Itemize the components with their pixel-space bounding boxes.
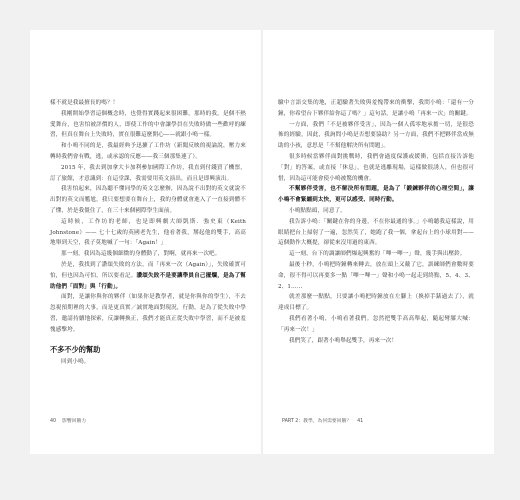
paragraph-text: 我害怕起來，因為聽不懂同學的英文怎麼辦，因為說不出對的英文就說不出對的英文而尷尬，我只要想要在舞台上，我的身體就會進入了一直接到體不了懂，於是我僵住了，在三十來個國際學生面前。 [50,186,246,214]
right-footer [282,417,474,424]
paragraph-text: 我們笑了，跟著小鳴舉起雙手，再來一次！ [289,337,398,344]
paragraph [50,163,246,185]
paragraph-text: 和小鳴不同的是，我最經典予迅擴了工作坊（新聞反映的視論說，壓力來轉時我們會有戰，逃，或承認的反應——我三個那集連了）。 [50,143,246,160]
paragraph [278,260,474,292]
paragraph-text: 樣不就是我最擅長的嗎？！ [50,100,119,106]
paragraph [278,120,474,152]
paragraph [50,184,246,216]
paragraph-text: 小鳴點點頭，同意了。 [289,207,346,214]
paragraph-text: 我告訴小鳴：「關鍵在你的身邊，不在你最通的事。」小鳴聽我這樣說，用眼睛把台上掃射了一遍，忽然笑了，她跑了我一個，拿起台上的小球用對——這個動作大概提，卻從來沒用過的東西。 [278,218,474,247]
paragraph-text: 很多時候當夥伴面對挑戰時，我們會過度保護或緩衝，包括直接告訴他「對」的答案，或直接「休息」，也就是逃離現場，這樣做很誘人，但也很可惜，因為這可能會使小鳴被驚的機會。 [278,153,474,182]
paragraph [278,184,474,206]
paragraph-text: 就差那麼一點點，只要讓小鳴把時鐘放在左腳上（換掉手錶過去了），就達成目標了。 [278,294,474,312]
paragraph-text: 最後十秒，小鳴把時鐘轉來轉去，放在頭上又戴了它，訓練師們會數時要命，很不得可以再要多一點「嗶一嗶一」聲和小鳴一起走到終點，5、4、3、2、1…… [278,261,474,290]
paragraph-text: 2015 年，我去到加拿大卡加利參加國際工作坊，我直到付錢買了機票，訂了旅館，才意識到：在這堂課，我需要用英文演出，而且是即興演出。 [50,164,246,182]
paragraph [278,249,474,260]
paragraph [50,292,246,335]
paragraph-text: 驗中言語交集的地，正超驗著失敗與羞愧帶來的衝擊，我問小鳴：「還有一分鐘，你希望台下夥伴給你這了嗎？」這句話，是讓小鳴「再來一次」的關鍵。 [278,100,474,117]
paragraph [278,336,474,347]
left-running-head: 影響回饋力 [62,419,87,424]
left-page-number: 40 [50,419,57,424]
paragraph [278,152,474,184]
section-title: 不多不少的幫助 [50,344,101,354]
paragraph-text: 我們看著小鳴，小鳴看著我們。忽然把雙手高高舉起，隨起彎膝大喊：「再來一次！」 [278,315,474,333]
paragraph [50,98,246,109]
paragraph-text: 不幫夥伴受害，也不解決所有問題，是為了「鍛鍊夥伴的心理空間」，讓小鳴不會緊繃到太快，更可以感受、同時行動。 [278,186,474,204]
paragraph [50,249,246,260]
left-page [30,30,262,454]
paragraph-text: 我剛開始學習這個概念時，也覺得實踐起來很困難。那時的我，是個不熱愛舞台，也害怕被評價的人，即使工作的中會讓學員在失敗時做一些歡呼的練習，但真在舞台上失敗時，實在很難這麼開心——就跟小鳴一樣。 [50,110,246,139]
paragraph-text: 那一刻，我因為這幾個細微的身體動了，對啊，就再來一次吧。 [61,251,221,258]
paragraph [278,292,474,314]
book-spread [30,30,494,454]
paragraph-text: 這一刻，台下的調讓師們爆起興奮的「嗶一嗶一」聲，幾手與出壓鈴。 [289,251,466,258]
paragraph [278,314,474,336]
paragraph [278,217,474,249]
paragraph [50,217,246,249]
paragraph-text: 這時候，工作坊的老師，也是即興劇大師凱斯．強史東（Keith Johnstone）—— 七十七歲的英國老先生，他看著我，掰起他的雙手，高高地舉到天空，我子莫地喊了一句：「Again！」 [50,218,246,247]
paragraph: 回到小鳴。 [61,358,90,365]
paragraph [278,206,474,217]
paragraph [278,98,474,120]
paragraph [50,109,246,141]
right-page-number: 41 [357,419,364,424]
right-page [262,30,494,454]
paragraph-text: 於是，我找到了讚頌失敗的方法，而「再來一次（Again）」，失敗確實可怕，但也因為可怕，所以要看記。 [50,261,246,279]
left-footer [50,417,86,424]
paragraph [50,260,246,292]
paragraph [50,141,246,163]
paragraph-text: 面對，是讓你與你的夥伴（如果你是教學者，就是你與你的學生），不去忽視預期裡的大事，而是更真實／誠實地面對現況，行動，是為了從失敗中學習，邀請持續地探索，反讓轉換正，我們才能真正從失敗中學習，而不是被羞愧感擊垮。 [50,294,246,333]
paragraph-text: 一方面，我們「不是被夥伴受害」，因為一個人孤零地承擔一切，是很恐佈的經驗，因此，我詢問小鳴是否想要協助？另一方面，我們不把夥伴當成無助的小孩，意思是「不幫他解決所有問題」。 [278,121,474,150]
right-running-head: PART 2：教學，為何需要回饋？ [282,419,352,424]
emphasis-text: 讚頌失敗不是要讓學員自己擺爛，是為了幫助他們「面對」與「行動」。 [50,272,246,290]
